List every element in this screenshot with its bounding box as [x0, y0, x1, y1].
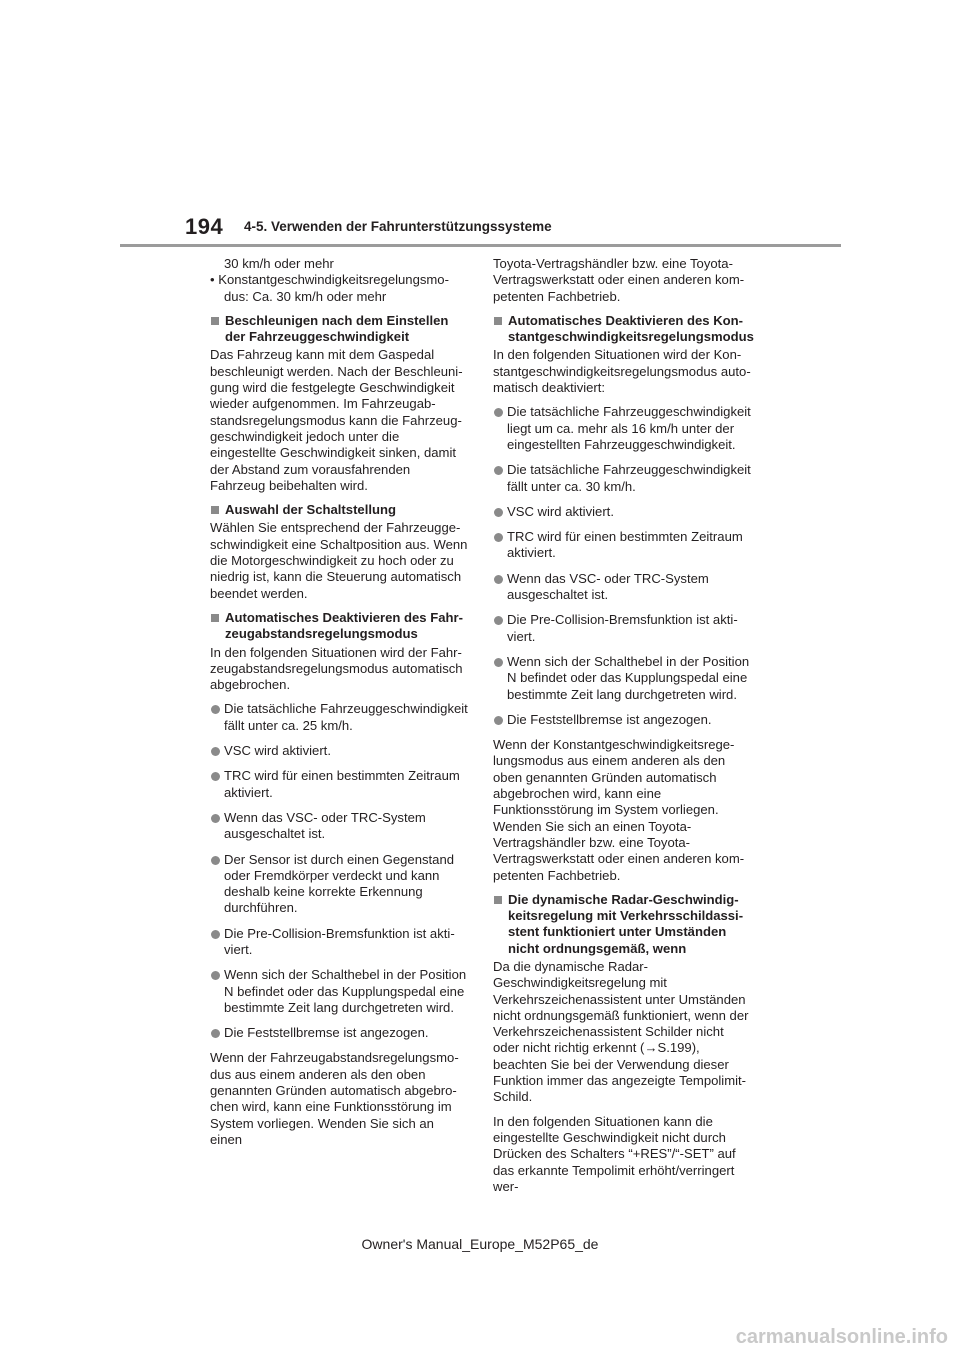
- circle-bullet-icon: [494, 508, 503, 517]
- footer-text: Owner's Manual_Europe_M52P65_de: [361, 1236, 599, 1252]
- right-column: [493, 256, 754, 1203]
- paragraph: In den folgenden Situationen kann die eingestellte Geschwindigkeit nicht durch Drücken des Schalters “+RES”/“-SET” auf das erkannte Tempolimit erhöht/verringert wer-: [493, 1113, 736, 1194]
- subheading: Automatisches Deaktivieren des Konstantgeschwindigkeitsregelungsmodus: [493, 313, 751, 346]
- paragraph: In den folgenden Situationen wird der Konstantgeschwindigkeitsregelungsmodus automatisch deaktiviert:: [493, 347, 751, 396]
- square-bullet-icon: [211, 506, 219, 514]
- circle-bullet-icon: [211, 747, 220, 756]
- circle-bullet-icon: [494, 533, 503, 542]
- paragraph: Wenn der Konstantgeschwindigkeitsregelungsmodus aus einem anderen als den oben genannten Gründen automatisch abgebrochen wird, kann eine Funktionsstörung im System vorliegen. Wenden Sie sich an einen Toyota-Vertragshändler bzw. eine Toyota-Vertragswerkstatt oder einen anderen kompetenten Fachbetrieb.: [493, 737, 745, 883]
- list-item: Wenn sich der Schalthebel in der Position N befindet oder das Kupplungspedal eine bestimmte Zeit lang durchgetreten wird.: [493, 654, 751, 703]
- circle-bullet-icon: [494, 575, 503, 584]
- list-item: Die tatsächliche Fahrzeuggeschwindigkeit fällt unter ca. 30 km/h.: [493, 462, 751, 495]
- page-number: 194: [185, 214, 224, 239]
- list-item: • Konstantgeschwindigkeitsregelungsmodus: Ca. 30 km/h oder mehr: [210, 272, 449, 304]
- subheading: Die dynamische Radar-Geschwindigkeitsregelung mit Verkehrsschildassistent funktioniert unter Umständen nicht ordnungsgemäß, wenn: [493, 892, 751, 957]
- list-item: Die Feststellbremse ist angezogen.: [210, 1025, 468, 1041]
- paragraph: Wählen Sie entsprechend der Fahrzeuggeschwindigkeit eine Schaltposition aus. Wenn die Motorgeschwindigkeit zu hoch oder zu niedrig ist, kann die Steuerung automatisch beendet werden.: [210, 520, 468, 601]
- list-item: Die tatsächliche Fahrzeuggeschwindigkeit liegt um ca. mehr als 16 km/h unter der eingestellten Fahrzeuggeschwindigkeit.: [493, 404, 751, 453]
- list-item: TRC wird für einen bestimmten Zeitraum aktiviert.: [493, 529, 751, 562]
- subheading: Beschleunigen nach dem Einstellen der Fahrzeuggeschwindigkeit: [210, 313, 468, 346]
- list-item: Die Pre-Collision-Bremsfunktion ist aktiviert.: [493, 612, 751, 645]
- section-title: 4-5. Verwenden der Fahrunterstützungssysteme: [244, 219, 552, 234]
- square-bullet-icon: [494, 317, 502, 325]
- list-item: VSC wird aktiviert.: [210, 743, 468, 759]
- square-bullet-icon: [211, 614, 219, 622]
- paragraph: Das Fahrzeug kann mit dem Gaspedal beschleunigt werden. Nach der Beschleunigung wird die festgelegte Geschwindigkeit wieder aufgenommen. Im Fahrzeugabstandsregelungsmodus kann die Fahrzeuggeschwindigkeit jedoch unter die eingestellte Geschwindigkeit sinken, damit der Abstand zum vorausfahrenden Fahrzeug beibehalten wird.: [210, 347, 463, 493]
- list-item: Wenn das VSC- oder TRC-System ausgeschaltet ist.: [493, 571, 751, 604]
- paragraph: Da die dynamische Radar-Geschwindigkeitsregelung mit Verkehrszeichenassistent unter Umständen nicht ordnungsgemäß funktioniert, wenn der Verkehrszeichenassistent Schilder nicht oder nicht richtig erkennt (→S.199), beachten Sie bei der Verwendung dieser Funktion immer das angezeigte Tempolimit-Schild.: [493, 958, 749, 1105]
- circle-bullet-icon: [211, 1029, 220, 1038]
- list-item: Der Sensor ist durch einen Gegenstand oder Fremdkörper verdeckt und kann deshalb keine korrekte Erkennung durchführen.: [210, 852, 468, 917]
- list-item: VSC wird aktiviert.: [493, 504, 751, 520]
- circle-bullet-icon: [494, 466, 503, 475]
- list-item: TRC wird für einen bestimmten Zeitraum aktiviert.: [210, 768, 468, 801]
- circle-bullet-icon: [211, 930, 220, 939]
- left-column: [210, 256, 468, 1156]
- paragraph: Toyota-Vertragshändler bzw. eine Toyota-Vertragswerkstatt oder einen anderen kompetenten Fachbetrieb.: [493, 256, 745, 304]
- circle-bullet-icon: [494, 716, 503, 725]
- square-bullet-icon: [211, 317, 219, 325]
- paragraph: In den folgenden Situationen wird der Fahrzeugabstandsregelungsmodus automatisch abgebrochen.: [210, 644, 463, 693]
- paragraph: 30 km/h oder mehr: [224, 256, 334, 271]
- circle-bullet-icon: [211, 772, 220, 781]
- circle-bullet-icon: [211, 705, 220, 714]
- circle-bullet-icon: [494, 616, 503, 625]
- circle-bullet-icon: [211, 856, 220, 865]
- list-item: Wenn das VSC- oder TRC-System ausgeschaltet ist.: [210, 810, 468, 843]
- circle-bullet-icon: [211, 971, 220, 980]
- subheading: Automatisches Deaktivieren des Fahrzeugabstandsregelungsmodus: [210, 610, 468, 643]
- list-item: Die tatsächliche Fahrzeuggeschwindigkeit fällt unter ca. 25 km/h.: [210, 701, 468, 734]
- subheading: Auswahl der Schaltstellung: [210, 502, 468, 518]
- circle-bullet-icon: [494, 408, 503, 417]
- square-bullet-icon: [494, 896, 502, 904]
- watermark: carmanualsonline.info: [735, 1326, 948, 1348]
- paragraph: Wenn der Fahrzeugabstandsregelungsmodus aus einem anderen als den oben genannten Gründen automatisch abgebrochen wird, kann eine Funktionsstörung im System vorliegen. Wenden Sie sich an einen: [210, 1050, 459, 1147]
- circle-bullet-icon: [211, 814, 220, 823]
- list-item: Die Pre-Collision-Bremsfunktion ist aktiviert.: [210, 926, 468, 959]
- list-item: Wenn sich der Schalthebel in der Position N befindet oder das Kupplungspedal eine bestimmte Zeit lang durchgetreten wird.: [210, 967, 468, 1016]
- list-item: Die Feststellbremse ist angezogen.: [493, 712, 751, 728]
- header-divider: [120, 244, 841, 247]
- circle-bullet-icon: [494, 658, 503, 667]
